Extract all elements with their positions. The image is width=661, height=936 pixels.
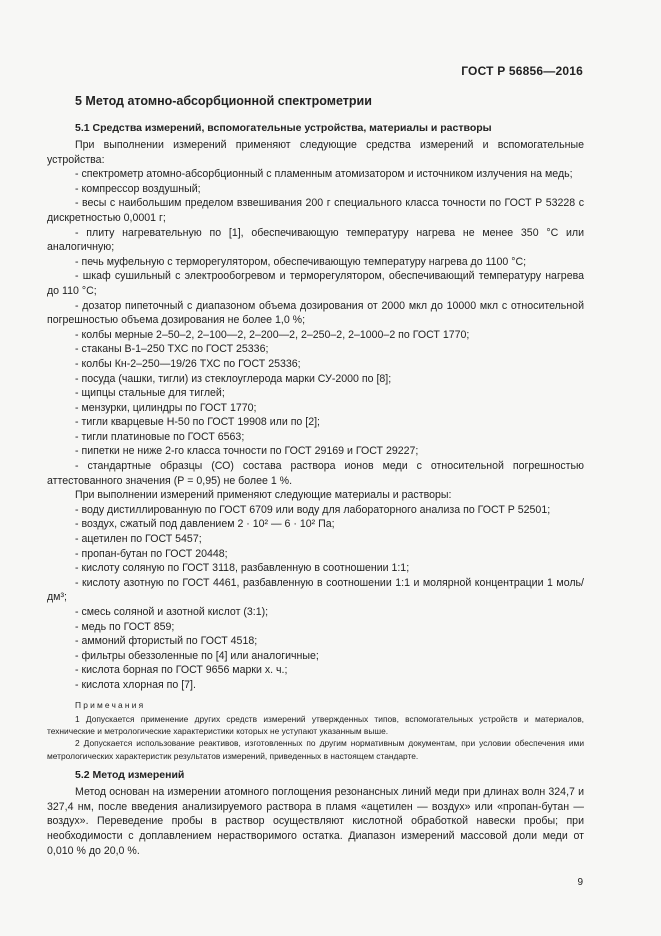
list-item: - посуда (чашки, тигли) из стеклоуглерода марки СУ-2000 по [8];	[75, 372, 392, 385]
page-number: 9	[577, 877, 583, 888]
paragraph: При выполнении измерений применяют следующие материалы и растворы:	[75, 489, 452, 502]
list-item: - спектрометр атомно-абсорбционный с пламенным атомизатором и источником излучения на медь;	[75, 168, 573, 181]
list-item: - колбы мерные 2–50–2, 2–100—2, 2–200—2, 2–250–2, 2–1000–2 по ГОСТ 1770;	[75, 328, 470, 341]
section-5-1-body	[47, 138, 584, 693]
list-item: - кислота хлорная по [7].	[75, 678, 196, 691]
list-item: - медь по ГОСТ 859;	[75, 620, 175, 633]
list-item: - кислоту азотную по ГОСТ 4461, разбавленную в соотношении 1:1 и молярной концентрации 1 моль/дм³;	[47, 576, 584, 604]
list-item: - мензурки, цилиндры по ГОСТ 1770;	[75, 401, 257, 414]
list-item: - компрессор воздушный;	[75, 182, 201, 195]
list-item: - тигли платиновые по ГОСТ 6563;	[75, 430, 245, 443]
notes-title: Примечания	[75, 699, 146, 710]
list-item: - смесь соляной и азотной кислот (3:1);	[75, 606, 269, 618]
list-item: - щипцы стальные для тиглей;	[75, 387, 225, 400]
section-5-1-title: 5.1 Средства измерений, вспомогательные устройства, материалы и растворы	[75, 122, 492, 134]
list-item: - кислоту соляную по ГОСТ 3118, разбавленную в соотношении 1:1;	[75, 562, 410, 575]
list-item: - дозатор пипеточный с диапазоном объема дозирования от 2000 мкл до 10000 мкл с относительной погрешностью объема дозирования не более 1,0 %;	[47, 299, 584, 327]
doc-header: ГОСТ Р 56856—2016	[461, 64, 583, 78]
list-item: - кислота борная по ГОСТ 9656 марки х. ч.;	[75, 664, 288, 677]
list-item: - воду дистиллированную по ГОСТ 6709 или воду для лабораторного анализа по ГОСТ Р 52501;	[75, 503, 551, 516]
list-item: - воздух, сжатый под давлением 2 · 10² — 6 · 10² Па;	[75, 518, 335, 531]
list-item: - весы с наибольшим пределом взвешивания 200 г специального класса точности по ГОСТ Р 53228 с дискретностью 0,0001 г;	[47, 197, 584, 224]
list-item: - тигли кварцевые Н-50 по ГОСТ 19908 или по [2];	[75, 416, 320, 429]
note-item: 1 Допускается применение других средств измерений утвержденных типов, вспомогательных устройств и материалов, технические и метрологические характеристики которых не уступают указанным выше.	[47, 713, 584, 736]
list-item: - пипетки не ниже 2-го класса точности по ГОСТ 29169 и ГОСТ 29227;	[75, 445, 419, 458]
list-item: - стаканы В-1–250 ТХС по ГОСТ 25336;	[75, 343, 269, 356]
list-item: - фильтры обеззоленные по [4] или аналогичные;	[75, 649, 319, 662]
paragraph: Метод основан на измерении атомного поглощения резонансных линий меди при длинах волн 324,7 и 327,4 нм, после введения анализируемого раствора в пламя «ацетилен — воздух» или «пропан-бутан — воздух». Переведение пробы в раствор осуществляют кислотной обработкой навески пробы; при необходимости с доплавлением нерастворимого остатка. Диапазон измерений массовой доли меди от 0,010 % до 20,0 %.	[47, 786, 584, 857]
section-5-2-title: 5.2 Метод измерений	[75, 769, 185, 782]
note-item: 2 Допускается использование реактивов, изготовленных по другим нормативным документам, при условии обеспечения ими метрологических характеристик результатов измерений, приведенных в настоящем стандарте.	[47, 738, 584, 761]
list-item: - колбы Кн-2–250—19/26 ТХС по ГОСТ 25336;	[75, 357, 301, 370]
paragraph: При выполнении измерений применяют следующие средства измерений и вспомогательные устройства:	[47, 139, 584, 166]
list-item: - стандартные образцы (СО) состава раствора ионов меди с относительной погрешностью аттестованного значения (Р = 0,95) не более 1 %.	[47, 460, 584, 487]
list-item: - печь муфельную с терморегулятором, обеспечивающую температуру нагрева до 1100 °С;	[75, 255, 527, 268]
list-item: - шкаф сушильный с электрообогревом и терморегулятором, обеспечивающий температуру нагрева до 110 °С;	[47, 270, 584, 297]
list-item: - аммоний фтористый по ГОСТ 4518;	[75, 635, 258, 648]
list-item: - ацетилен по ГОСТ 5457;	[75, 533, 202, 546]
section-5-title: 5 Метод атомно-абсорбционной спектрометрии	[75, 94, 372, 108]
list-item: - плиту нагревательную по [1], обеспечивающую температуру нагрева не менее 350 °С или аналогичную;	[47, 226, 584, 254]
doc-content	[47, 94, 584, 858]
list-item: - пропан-бутан по ГОСТ 20448;	[75, 547, 228, 560]
